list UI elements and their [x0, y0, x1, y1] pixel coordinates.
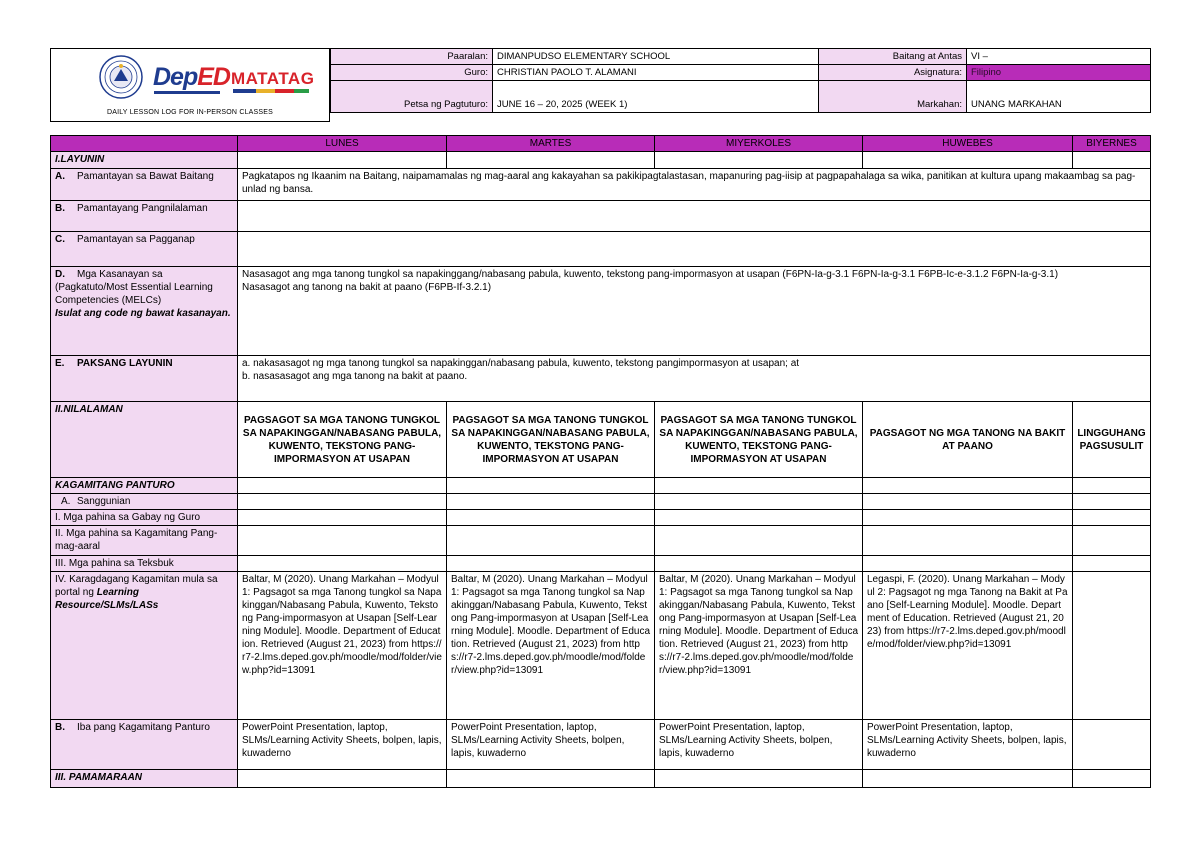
pamantayan-pagganap-label: C. Pamantayan sa Pagganap [51, 232, 238, 267]
petsa-value: JUNE 16 – 20, 2025 (WEEK 1) [493, 81, 819, 113]
markahan-value: UNANG MARKAHAN [967, 81, 1151, 113]
deped-logo: DepED [153, 63, 230, 91]
karagdagang-kagamitan-label: IV. Karagdagang Kagamitan mula sa portal ng Learning Resource/SLMs/LASs [51, 572, 238, 720]
pamantayang-pangnilalaman-value [238, 201, 1151, 232]
topic-martes: PAGSAGOT SA MGA TANONG TUNGKOL SA NAPAKINGGAN/NABASANG PABULA, KUWENTO, TEKSTONG PANG-IMPORMASYON AT USAPAN [447, 402, 655, 478]
iba-pang-kagamitan-label: B. Iba pang Kagamitang Panturo [51, 720, 238, 770]
matatag-stripe [233, 89, 309, 93]
paksang-layunin-value: a. nakasasagot ng mga tanong tungkol sa napakinggan/nabasang pabula, kuwento, tekstong pangimpormasyon at usapan; at b. nasasasagot ang mga tanong na bakit at paano. [238, 356, 1151, 402]
kagamitan-title: KAGAMITANG PANTURO [51, 478, 238, 494]
kasanayan-label: D. Mga Kasanayan sa (Pagkatuto/Most Essential Learning Competencies (MELCs) Isulat ang code ng bawat kasanayan. [51, 267, 238, 356]
nilalaman-title: II.NILALAMAN [51, 402, 238, 478]
pamantayang-pangnilalaman-label: B. Pamantayang Pangnilalaman [51, 201, 238, 232]
pamantayan-pagganap-value [238, 232, 1151, 267]
paaralan-value: DIMANPUDSO ELEMENTARY SCHOOL [493, 49, 819, 65]
layunin-title: I.LAYUNIN [51, 152, 238, 169]
asignatura-label: Asignatura: [819, 65, 967, 81]
materials-lunes: PowerPoint Presentation, laptop, SLMs/Learning Activity Sheets, bolpen, lapis, kuwaderno [238, 720, 447, 770]
reference-lunes: Baltar, M (2020). Unang Markahan – Modyul 1: Pagsagot sa mga Tanong tungkol sa Napakinggan/Nabasang Pabula, Kuwento, Tekstong Pang-impormasyon at Usapan [Self-Learning Module]. Moodle. Department of Education. Retrieved (August 21, 2023) from https://r7-2.lms.deped.gov.ph/moodle/mod/folder/view.php?id=13091 [238, 572, 447, 720]
paaralan-label: Paaralan: [331, 49, 493, 65]
pamamaraan-title: III. PAMAMARAAN [51, 770, 238, 788]
deped-seal-icon [99, 55, 143, 99]
reference-biyernes [1073, 572, 1151, 720]
day-lunes: LUNES [238, 136, 447, 152]
day-huwebes: HUWEBES [863, 136, 1073, 152]
materials-miyerkoles: PowerPoint Presentation, laptop, SLMs/Learning Activity Sheets, bolpen, lapis, kuwaderno [655, 720, 863, 770]
baitang-value: VI – [967, 49, 1151, 65]
reference-martes: Baltar, M (2020). Unang Markahan – Modyul 1: Pagsagot sa mga Tanong tungkol sa Napakinggan/Nabasang Pabula, Kuwento, Tekstong Pang-impormasyon at Usapan [Self-Learning Module]. Moodle. Department of Education. Retrieved (August 21, 2023) from https://r7-2.lms.deped.gov.ph/moodle/mod/folder/view.php?id=13091 [447, 572, 655, 720]
gabay-guro-label: I. Mga pahina sa Gabay ng Guro [51, 510, 238, 526]
topic-biyernes: LINGGUHANG PAGSUSULIT [1073, 402, 1151, 478]
matatag-logo: MATATAG [231, 69, 315, 88]
deped-underline [154, 91, 220, 94]
baitang-label: Baitang at Antas [819, 49, 967, 65]
materials-huwebes: PowerPoint Presentation, laptop, SLMs/Learning Activity Sheets, bolpen, lapis, kuwaderno [863, 720, 1073, 770]
pamantayan-baitang-label: A. Pamantayan sa Bawat Baitang [51, 169, 238, 201]
kagamitang-pang-mag-aaral-label: II. Mga pahina sa Kagamitang Pang-mag-aaral [51, 526, 238, 556]
day-biyernes: BIYERNES [1073, 136, 1151, 152]
guro-value: CHRISTIAN PAOLO T. ALAMANI [493, 65, 819, 81]
markahan-label: Markahan: [819, 81, 967, 113]
pamantayan-baitang-value: Pagkatapos ng Ikaanim na Baitang, naipamamalas ng mag-aaral ang kakayahan sa pakikipagtalastasan, mapanuring pag-iisip at pagpapahalaga sa wika, panitikan at kultura upang makaambag sa pag-unlad ng bansa. [238, 169, 1151, 201]
day-miyerkoles: MIYERKOLES [655, 136, 863, 152]
header-info-table [330, 48, 1151, 113]
logo-block [50, 48, 330, 122]
materials-biyernes [1073, 720, 1151, 770]
kasanayan-note: Isulat ang code ng bawat kasanayan. [55, 308, 231, 319]
teksbuk-label: III. Mga pahina sa Teksbuk [51, 556, 238, 572]
petsa-label: Petsa ng Pagtuturo: [331, 81, 493, 113]
logo-caption: DAILY LESSON LOG FOR IN-PERSON CLASSES [106, 109, 274, 116]
sanggunian-label: A. Sanggunian [51, 494, 238, 510]
paksang-layunin-label: E. PAKSANG LAYUNIN [51, 356, 238, 402]
topic-huwebes: PAGSAGOT NG MGA TANONG NA BAKIT AT PAANO [863, 402, 1073, 478]
lesson-table [50, 135, 1151, 788]
day-martes: MARTES [447, 136, 655, 152]
topic-lunes: PAGSAGOT SA MGA TANONG TUNGKOL SA NAPAKINGGAN/NABASANG PABULA, KUWENTO, TEKSTONG PANG-IMPORMASYON AT USAPAN [238, 402, 447, 478]
topic-miyerkoles: PAGSAGOT SA MGA TANONG TUNGKOL SA NAPAKINGGAN/NABASANG PABULA, KUWENTO, TEKSTONG PANG-IMPORMASYON AT USAPAN [655, 402, 863, 478]
kasanayan-value: Nasasagot ang mga tanong tungkol sa napakinggang/nabasang pabula, kuwento, tekstong pang-impormasyon at usapan (F6PN-Ia-g-3.1 F6PN-Ia-g-3.1 F6PB-Ic-e-3.1.2 F6PN-Ia-g-3.1) Nasasagot ang tanong na bakit at paano (F6PB-If-3.2.1) [238, 267, 1151, 356]
reference-miyerkoles: Baltar, M (2020). Unang Markahan – Modyul 1: Pagsagot sa mga Tanong tungkol sa Napakinggan/Nabasang Pabula, Kuwento, Tekstong Pang-impormasyon at Usapan [Self-Learning Module]. Moodle. Department of Education. Retrieved (August 21, 2023) from https://r7-2.lms.deped.gov.ph/moodle/mod/folder/view.php?id=13091 [655, 572, 863, 720]
asignatura-value: Filipino [967, 65, 1151, 81]
materials-martes: PowerPoint Presentation, laptop, SLMs/Learning Activity Sheets, bolpen, lapis, kuwaderno [447, 720, 655, 770]
days-corner [51, 136, 238, 152]
reference-huwebes: Legaspi, F. (2020). Unang Markahan – Modyul 2: Pagsagot ng mga Tanong na Bakit at Paano [Self-Learning Module]. Moodle. Department of Education. Retrieved (August 21, 2023) from https://r7-2.lms.deped.gov.ph/moodle/mod/folder/view.php?id=13091 [863, 572, 1073, 720]
guro-label: Guro: [331, 65, 493, 81]
